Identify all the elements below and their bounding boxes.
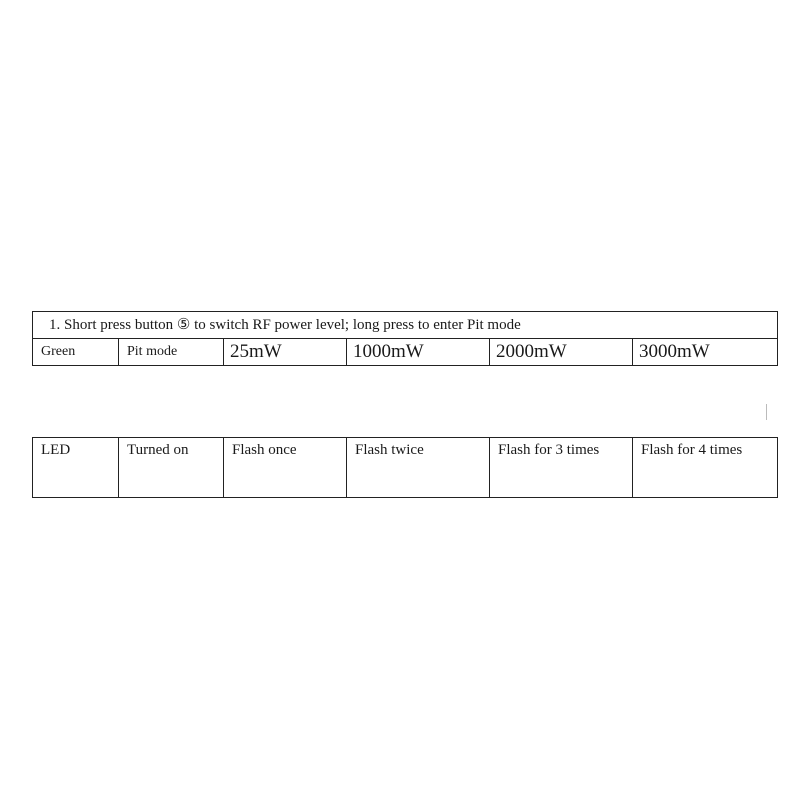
led-cell-flash-once: Flash once	[224, 438, 347, 498]
power-cell-pit-mode: Pit mode	[119, 339, 224, 366]
power-cell-3000mw: 3000mW	[633, 339, 778, 366]
power-cell-led-color: Green	[33, 339, 119, 366]
power-cell-25mw: 25mW	[224, 339, 347, 366]
power-cell-2000mw: 2000mW	[490, 339, 633, 366]
power-cell-1000mw: 1000mW	[347, 339, 490, 366]
led-status-table	[32, 437, 778, 498]
led-cell-turned-on: Turned on	[119, 438, 224, 498]
text-cursor-mark	[766, 404, 767, 420]
led-cell-flash-twice: Flash twice	[347, 438, 490, 498]
led-cell-label: LED	[33, 438, 119, 498]
led-cell-flash-3-times: Flash for 3 times	[490, 438, 633, 498]
power-level-table	[32, 311, 778, 366]
power-table-caption: 1. Short press button ⑤ to switch RF power level; long press to enter Pit mode	[33, 312, 778, 339]
led-cell-flash-4-times: Flash for 4 times	[633, 438, 778, 498]
